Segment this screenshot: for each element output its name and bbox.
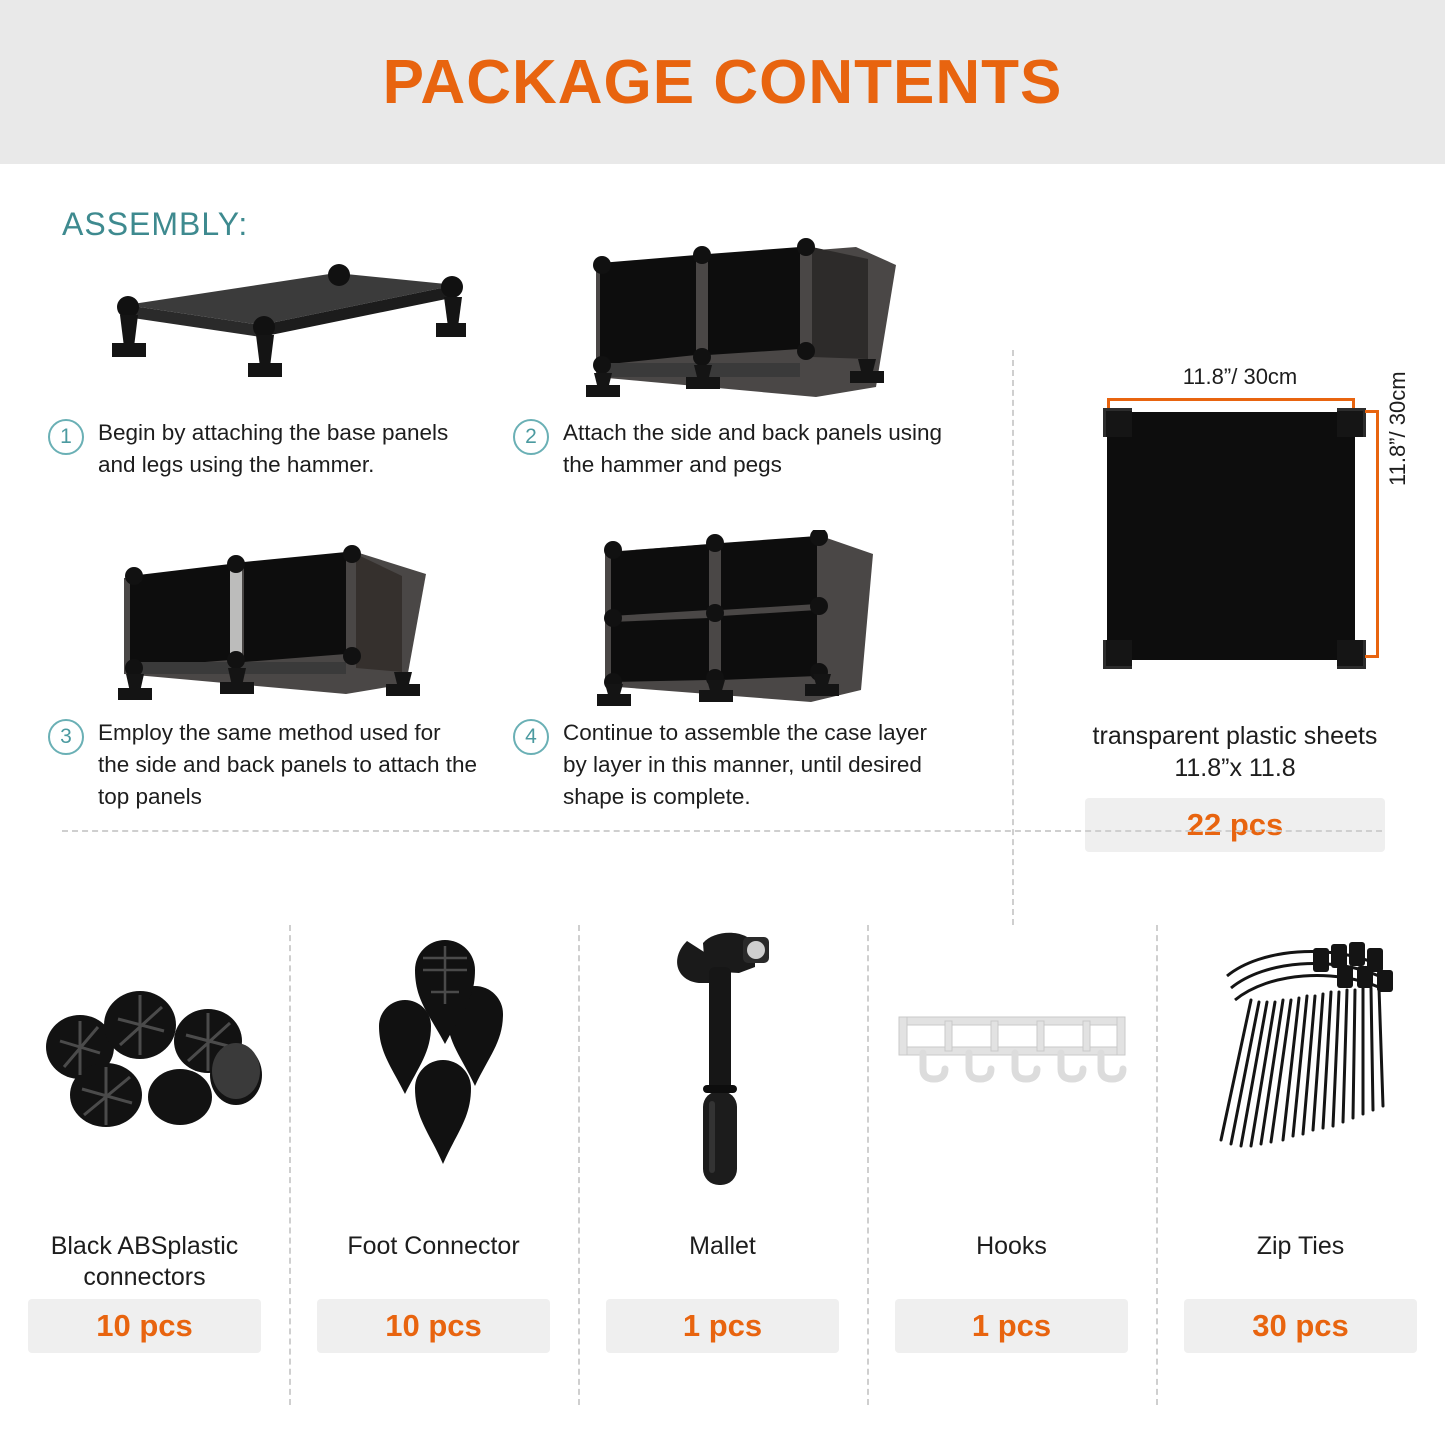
parts-row: [0, 905, 1445, 1353]
step-4-illustration: [513, 532, 968, 707]
part-quantity-badge: 10 pcs: [317, 1299, 550, 1353]
mallet-icon: [592, 905, 853, 1205]
part-quantity-badge: 1 pcs: [606, 1299, 839, 1353]
assembly-section: [0, 164, 1445, 842]
sheets-caption: [1055, 720, 1415, 784]
step-3-caption: [48, 717, 503, 813]
page-header: [0, 0, 1445, 164]
step-1-illustration: [48, 232, 503, 407]
plastic-sheets-panel: [1055, 364, 1415, 852]
sheet-corner-top-left: [1103, 408, 1132, 437]
plastic-connectors-icon: [14, 905, 275, 1205]
width-brace: [1107, 398, 1355, 412]
zip-ties-icon: [1170, 905, 1431, 1205]
assembly-step-1: [48, 220, 503, 520]
sheet-corner-top-right: [1337, 408, 1366, 437]
step-4-number: 4: [513, 719, 549, 755]
step-2-illustration: [513, 232, 968, 407]
part-item: [578, 905, 867, 1353]
part-quantity-badge: 30 pcs: [1184, 1299, 1417, 1353]
foot-connector-icon: [303, 905, 564, 1205]
page-title: PACKAGE CONTENTS: [382, 47, 1063, 117]
part-item: [867, 905, 1156, 1353]
sheets-caption-line2: 11.8”x 11.8: [1174, 754, 1296, 782]
sheet-width-dimension: 11.8”/ 30cm: [1182, 364, 1298, 389]
assembly-step-2: [513, 220, 968, 520]
sheet-height-dimension: 11.8”/ 30cm: [1385, 371, 1410, 486]
sheets-quantity-badge: 22 pcs: [1085, 798, 1385, 852]
step-1-number: 1: [48, 419, 84, 455]
hooks-icon: [881, 905, 1142, 1205]
assembly-step-3: [48, 520, 503, 850]
part-quantity-badge: 10 pcs: [28, 1299, 261, 1353]
plastic-sheet: [1107, 412, 1355, 660]
step-1-text: Begin by attaching the base panels and legs using the hammer.: [98, 420, 449, 477]
step-4-text: Continue to assemble the case layer by layer in this manner, until desired shape is complete.: [563, 720, 927, 809]
assembly-label: ASSEMBLY:: [62, 206, 249, 242]
sheet-illustration: [1085, 371, 1410, 700]
step-2-caption: [513, 417, 968, 481]
step-2-number: 2: [513, 419, 549, 455]
part-quantity-badge: 1 pcs: [895, 1299, 1128, 1353]
part-name: Mallet: [689, 1232, 756, 1260]
assembly-step-4: [513, 520, 968, 850]
part-item: [289, 905, 578, 1353]
assembly-steps-grid: [48, 220, 968, 850]
part-item: [1156, 905, 1445, 1353]
sheet-corner-bottom-right: [1337, 640, 1366, 669]
horizontal-divider: [62, 830, 1382, 832]
part-name: Foot Connector: [347, 1232, 520, 1260]
sheet-corner-bottom-left: [1103, 640, 1132, 669]
part-name: Black ABSplastic connectors: [50, 1232, 239, 1292]
height-brace: [1365, 410, 1379, 658]
part-item: [0, 905, 289, 1353]
part-name: Zip Ties: [1256, 1232, 1345, 1260]
vertical-divider: [1012, 350, 1014, 925]
step-4-caption: [513, 717, 968, 813]
part-name: Hooks: [976, 1232, 1047, 1260]
step-2-text: Attach the side and back panels using the hammer and pegs: [563, 420, 943, 477]
sheets-caption-line1: transparent plastic sheets: [1092, 722, 1378, 750]
step-3-text: Employ the same method used for the side and back panels to attach the top panels: [98, 720, 478, 809]
step-1-caption: [48, 417, 503, 481]
step-3-illustration: [48, 532, 503, 707]
step-3-number: 3: [48, 719, 84, 755]
